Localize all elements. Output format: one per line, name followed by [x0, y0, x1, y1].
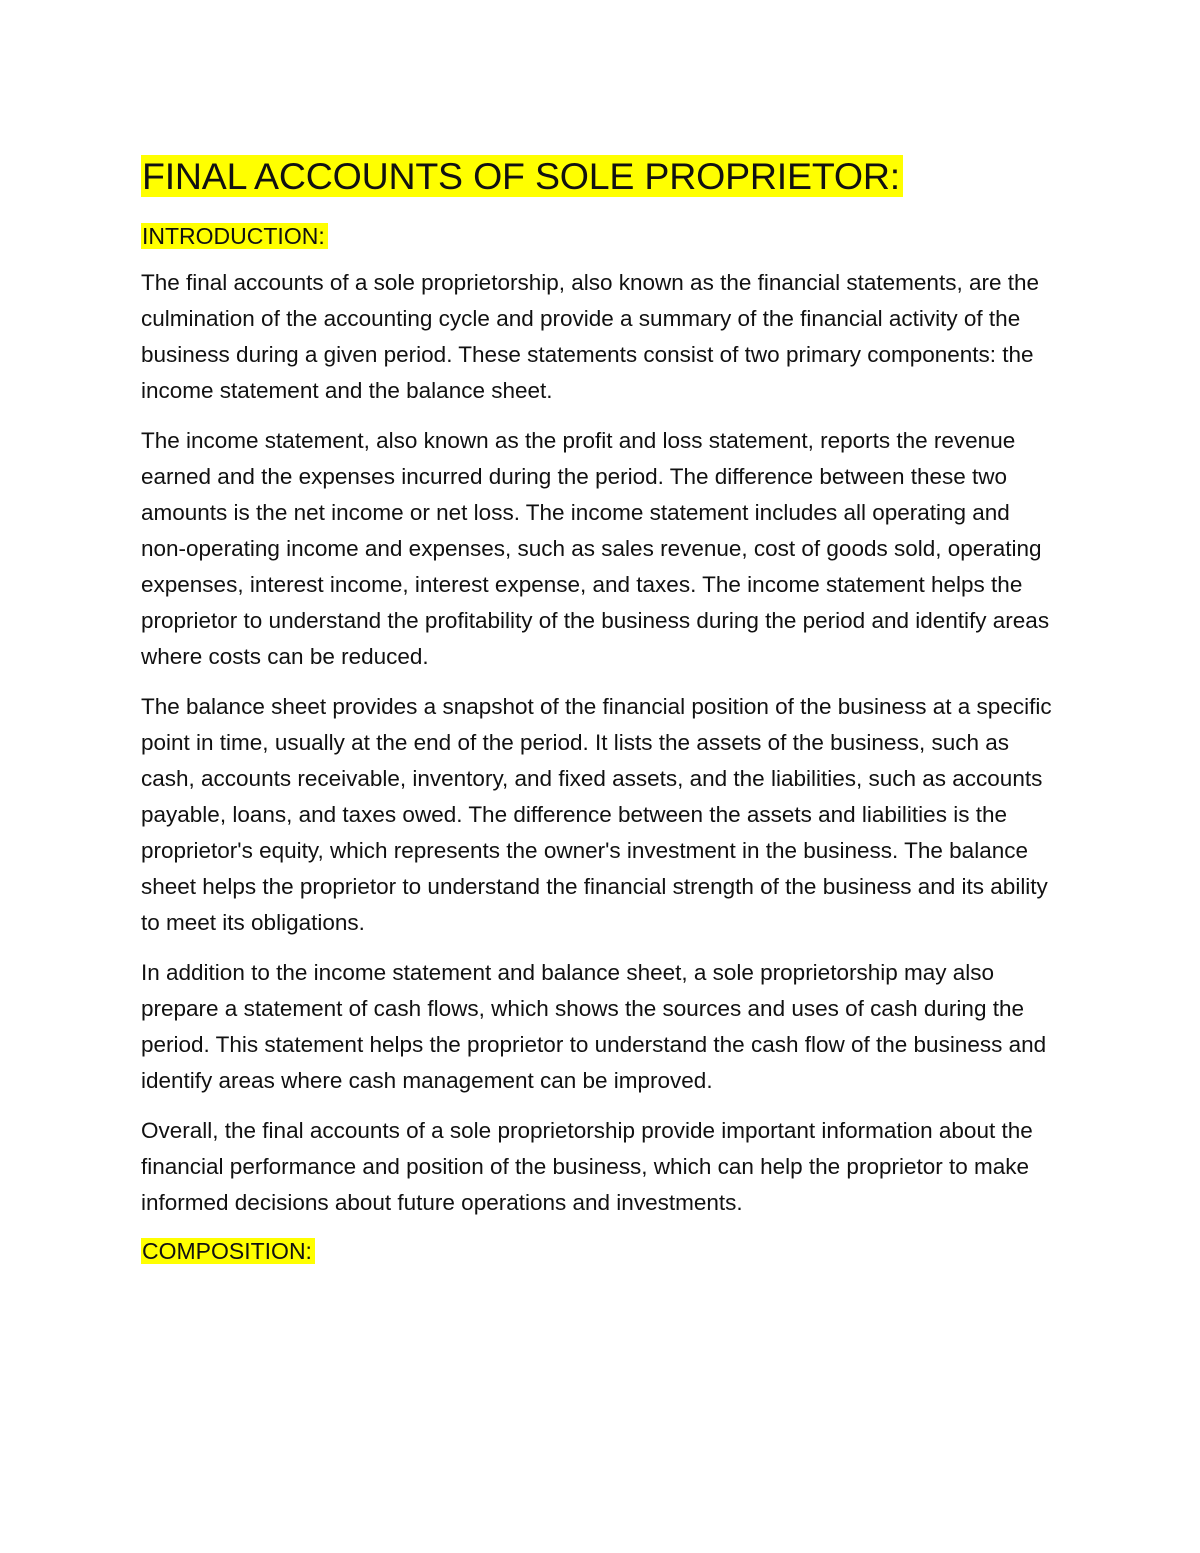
cash-flow-paragraph: In addition to the income statement and balance sheet, a sole proprietorship may also prepare a statement of cash flows, which shows the sources and uses of cash during the period. This statement helps the proprietor to understand the cash flow of the business and identify areas where cash management can be improved.	[141, 960, 1047, 1093]
overall-paragraph: Overall, the final accounts of a sole proprietorship provide important information about the financial performance and position of the business, which can help the proprietor to make informed decisions about future operations and investments.	[141, 1118, 1033, 1215]
balance-sheet-paragraph: The balance sheet provides a snapshot of the financial position of the business at a specific point in time, usually at the end of the period. It lists the assets of the business, such as cash, accounts receivable, inventory, and fixed assets, and the liabilities, such as accounts payable, loans, and taxes owed. The difference between the assets and liabilities is the proprietor's equity, which represents the owner's investment in the business. The balance sheet helps the proprietor to understand the financial strength of the business and its ability to meet its obligations.	[141, 694, 1052, 935]
introduction-heading-highlight: INTRODUCTION:	[141, 223, 328, 249]
composition-heading	[141, 1235, 1200, 1268]
document-title	[141, 150, 1200, 202]
introduction-heading	[141, 220, 1200, 253]
intro-paragraph-1: The final accounts of a sole proprietorship, also known as the financial statements, are the culmination of the accounting cycle and provide a summary of the financial activity of the business during a given period. These statements consist of two primary components: the income statement and the balance sheet.	[141, 270, 1040, 403]
income-statement-paragraph: The income statement, also known as the profit and loss statement, reports the revenue earned and the expenses incurred during the period. The difference between these two amounts is the net income or net loss. The income statement includes all operating and non-operating income and expenses, such as sales revenue, cost of goods sold, operating expenses, interest income, interest expense, and taxes. The income statement helps the proprietor to understand the profitability of the business during the period and identify areas where costs can be reduced.	[141, 428, 1050, 669]
composition-heading-highlight: COMPOSITION:	[141, 1238, 315, 1264]
title-highlight: FINAL ACCOUNTS OF SOLE PROPRIETOR:	[141, 155, 903, 197]
